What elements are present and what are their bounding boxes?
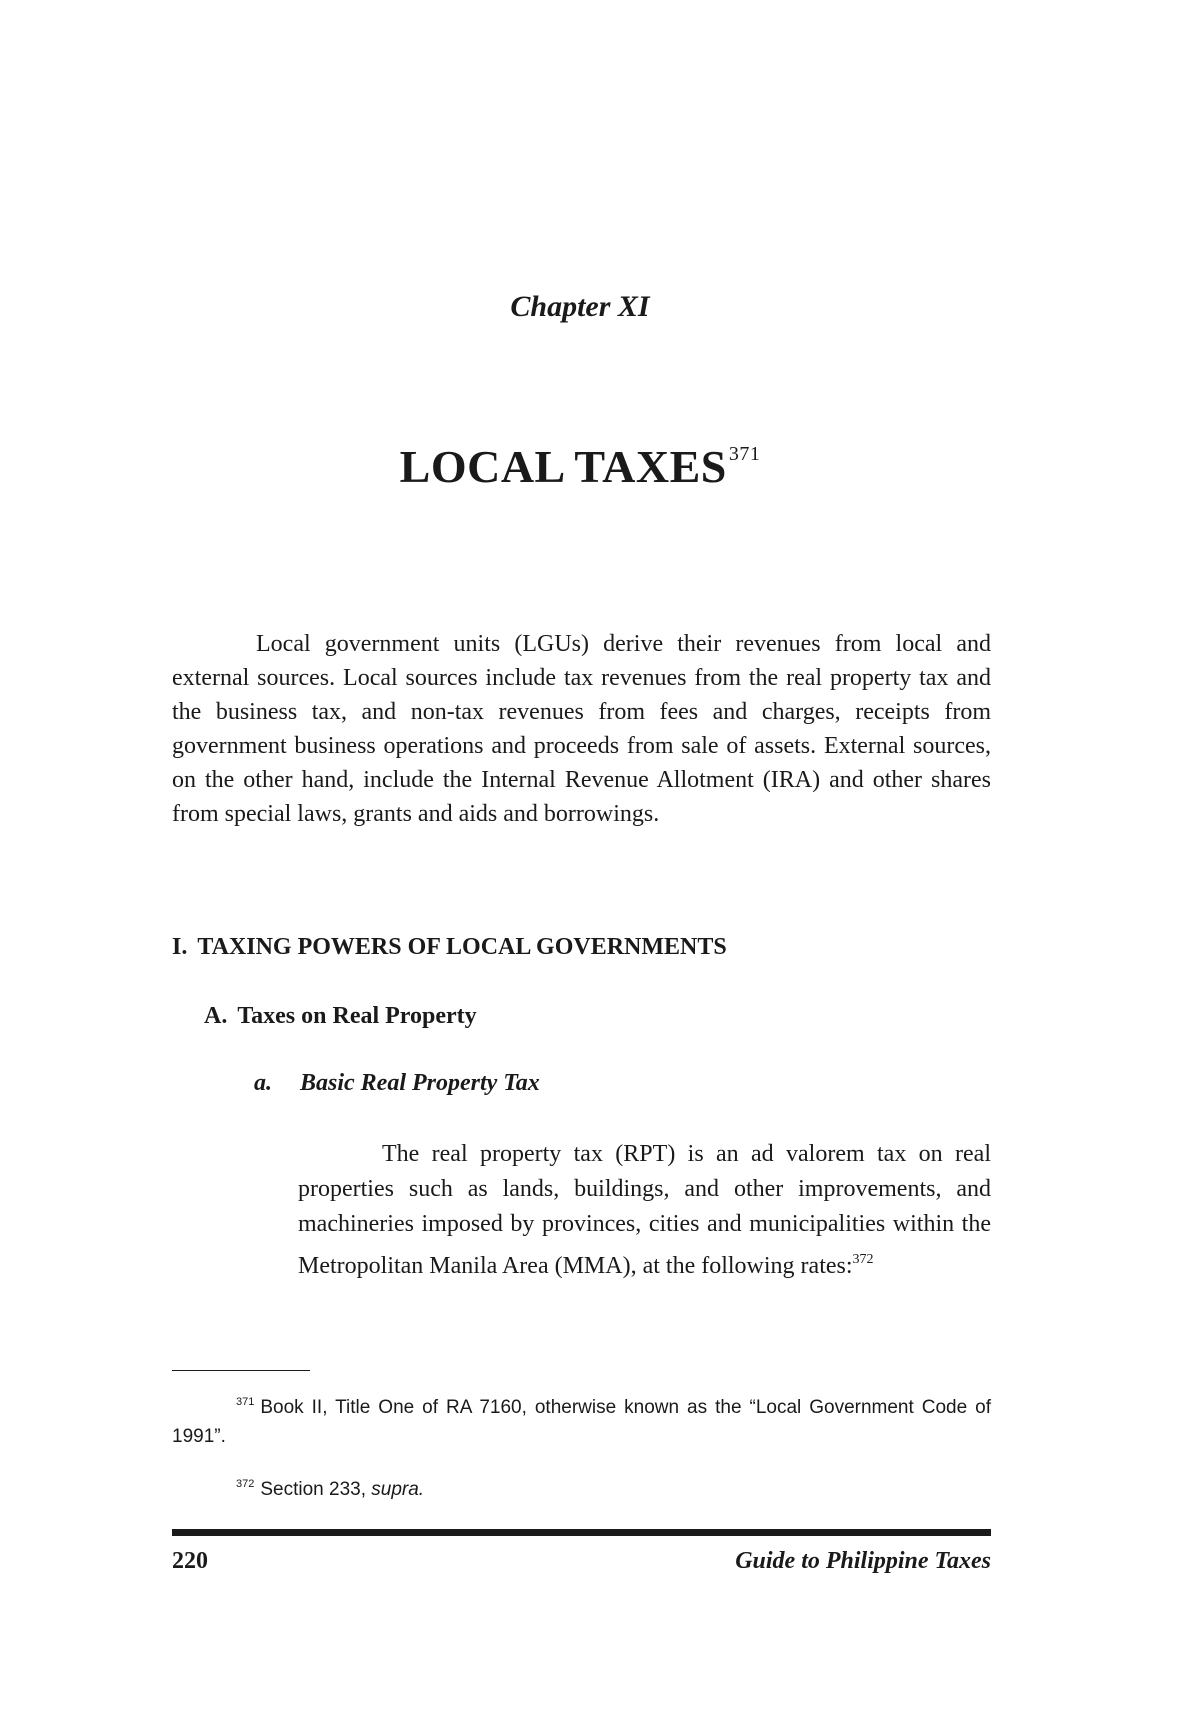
footnote-372 — [172, 1470, 991, 1504]
footnote-divider — [172, 1370, 310, 1371]
footnote-marker: 372 — [236, 1478, 255, 1490]
footer-divider — [172, 1529, 991, 1536]
subsubsection-heading — [254, 1070, 540, 1097]
section-number: I. — [172, 934, 188, 960]
rpt-paragraph — [298, 1137, 991, 1284]
footnote-text: Book II, Title One of RA 7160, otherwise known as the “Local Government Code of 1991”. — [172, 1397, 991, 1447]
footnote-marker: 371 — [236, 1396, 255, 1408]
footnote-text: Section 233, — [260, 1479, 372, 1500]
section-heading — [172, 934, 727, 961]
rpt-paragraph-text: The real property tax (RPT) is an ad valorem tax on real properties such as lands, buildings, and other improvements, and machineries imposed by provinces, cities and municipalities within the Metropolitan Manila Area (MMA), at the following rates: — [298, 1141, 991, 1279]
section-title: TAXING POWERS OF LOCAL GOVERNMENTS — [197, 934, 727, 960]
page-number: 220 — [172, 1548, 208, 1574]
subsection-letter: A. — [204, 1003, 228, 1029]
chapter-title — [0, 440, 1160, 493]
footnote-ref-371[interactable]: 371 — [728, 443, 761, 465]
subsubsection-letter: a. — [254, 1070, 272, 1096]
subsubsection-title: Basic Real Property Tax — [300, 1070, 540, 1096]
chapter-label: Chapter XI — [510, 290, 650, 323]
subsection-title: Taxes on Real Property — [237, 1003, 477, 1029]
footnote-ref-372[interactable]: 372 — [852, 1252, 874, 1267]
footnote-371 — [172, 1388, 991, 1451]
footnote-text-italic: supra. — [371, 1479, 425, 1500]
intro-paragraph: Local government units (LGUs) derive their revenues from local and external sources. Local sources include tax revenues from the real property tax and the business tax, and non-tax revenues from fees and charges, receipts from government business operations and proceeds from sale of assets. External sources, on the other hand, include the Internal Revenue Allotment (IRA) and other shares from special laws, grants and aids and borrowings. — [172, 631, 991, 827]
running-title: Guide to Philippine Taxes — [735, 1548, 991, 1574]
chapter-title-text: LOCAL TAXES — [399, 441, 727, 492]
subsection-heading — [204, 1003, 477, 1030]
